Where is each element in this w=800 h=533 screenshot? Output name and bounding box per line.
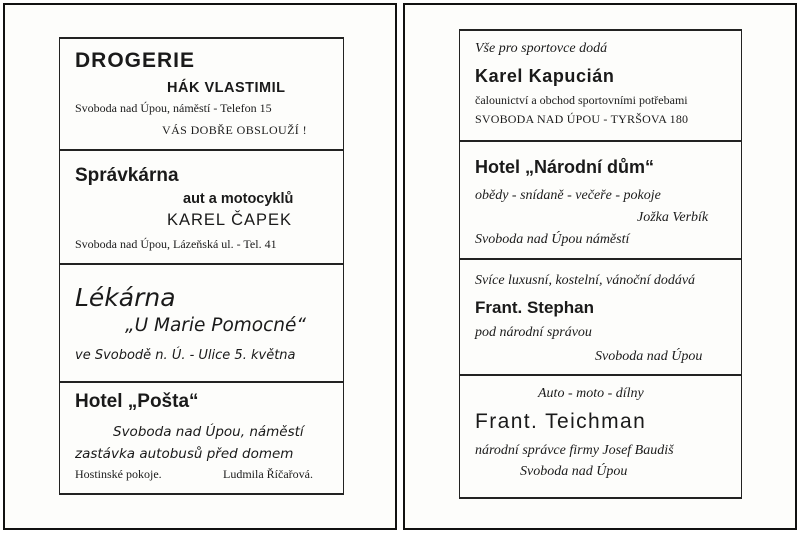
left-page (3, 3, 397, 530)
hotel-posta-title: Hotel „Pošta“ (75, 391, 199, 412)
hotel-narodni-address: Svoboda nad Úpou náměstí (475, 232, 630, 247)
teichman-address: Svoboda nad Úpou (520, 464, 628, 479)
spravkarna-subtitle: aut a motocyklů (183, 191, 294, 207)
divider (459, 140, 742, 142)
divider (459, 374, 742, 376)
hotel-posta-owner: Ludmila Říčařová. (223, 467, 313, 481)
stephan-intro: Svíce luxusní, kostelní, vánoční dodává (475, 273, 696, 288)
hotel-posta-rooms: Hostinské pokoje. (75, 467, 162, 481)
bottom-border (459, 497, 742, 499)
drogerie-slogan: VÁS DOBŘE OBSLOUŽÍ ! (162, 123, 308, 137)
kapucian-address: SVOBODA NAD ÚPOU - TYRŠOVA 180 (475, 112, 689, 126)
hotel-posta-line1: Svoboda nad Úpou, náměstí (113, 424, 304, 440)
divider (59, 263, 344, 265)
kapucian-trade: čalounictví a obchod sportovními potřebami (475, 93, 688, 107)
stephan-address: Svoboda nad Úpou (595, 349, 703, 364)
teichman-name: Frant. Teichman (475, 410, 647, 433)
top-border (459, 29, 742, 31)
teichman-admin: národní správce firmy Josef Baudiš (475, 443, 674, 458)
stephan-name: Frant. Stephan (475, 298, 595, 317)
spravkarna-address: Svoboda nad Úpou, Lázeňská ul. - Tel. 41 (75, 237, 277, 251)
kapucian-name: Karel Kapucián (475, 66, 615, 86)
teichman-intro: Auto - moto - dílny (538, 386, 644, 401)
right-page (403, 3, 797, 530)
stephan-admin: pod národní správou (475, 325, 592, 340)
hotel-narodni-services: obědy - snídaně - večeře - pokoje (475, 188, 661, 203)
bottom-border (59, 493, 344, 495)
top-border (59, 37, 344, 39)
divider (59, 149, 344, 151)
lekarna-title: Lékárna (75, 283, 176, 312)
divider (59, 381, 344, 383)
spravkarna-owner: KAREL ČAPEK (167, 211, 293, 229)
lekarna-name: „U Marie Pomocné“ (125, 315, 306, 336)
drogerie-owner: HÁK VLASTIMIL (167, 80, 286, 96)
hotel-posta-line2: zastávka autobusů před domem (75, 446, 294, 462)
lekarna-address: ve Svobodě n. Ú. - Ulice 5. května (75, 348, 296, 363)
spravkarna-title: Správkárna (75, 165, 179, 186)
drogerie-address: Svoboda nad Úpou, náměstí - Telefon 15 (75, 101, 272, 115)
hotel-narodni-title: Hotel „Národní dům“ (475, 157, 654, 177)
hotel-narodni-owner: Jožka Verbík (637, 210, 709, 225)
divider (459, 258, 742, 260)
kapucian-intro: Vše pro sportovce dodá (475, 41, 608, 56)
drogerie-title: DROGERIE (75, 49, 196, 72)
